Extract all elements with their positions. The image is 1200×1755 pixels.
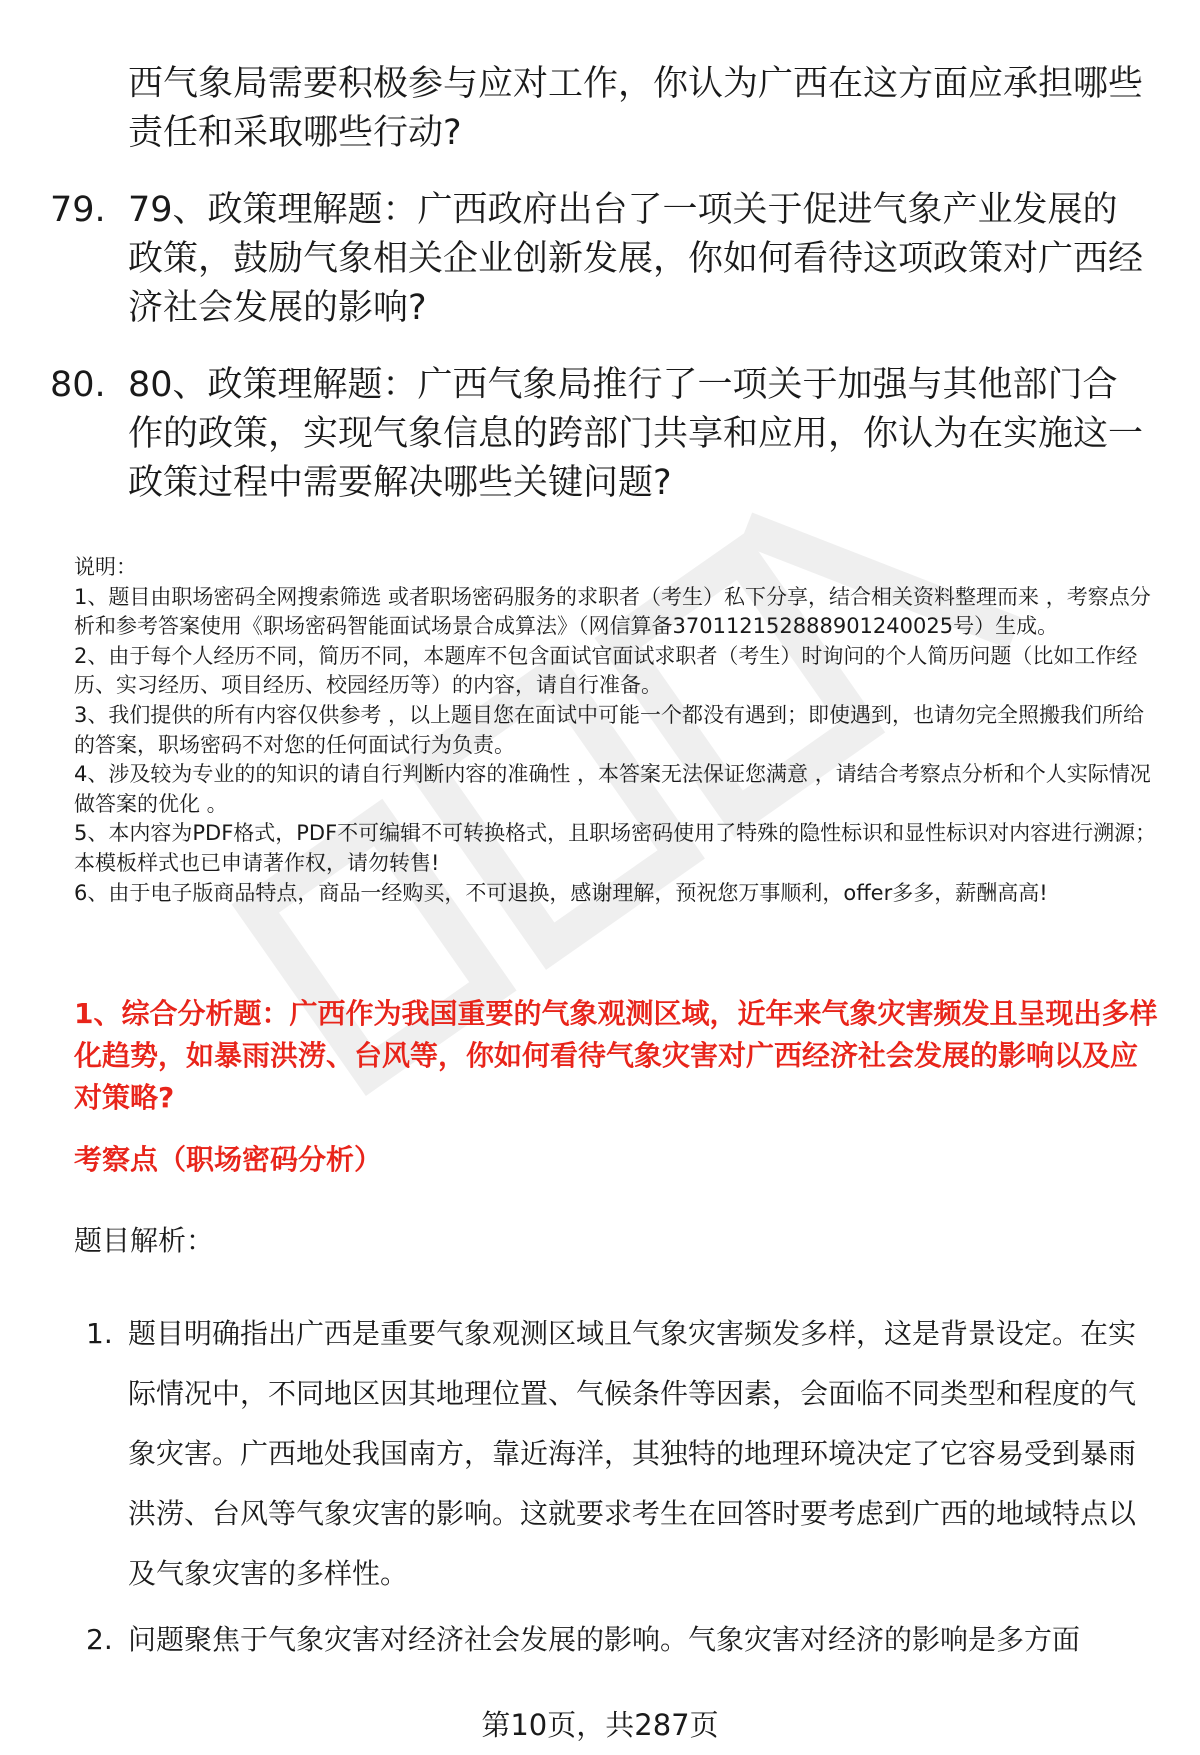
- analysis-number: 2.: [86, 1623, 113, 1656]
- question-text: 西气象局需要积极参与应对工作，你认为广西在这方面应承担哪些责任和采取哪些行动?: [128, 64, 1144, 153]
- analysis-item: [0, 1304, 1200, 1604]
- question-text: 79、政策理解题：广西政府出台了一项关于促进气象产业发展的政策，鼓励气象相关企业创新发展，你如何看待这项政策对广西经济社会发展的影响?: [128, 190, 1144, 328]
- analysis-text: 问题聚焦于气象灾害对经济社会发展的影响。气象灾害对经济的影响是多方面: [128, 1623, 1081, 1656]
- main-question: 1、综合分析题：广西作为我国重要的气象观测区域，近年来气象灾害频发且呈现出多样化趋势，如暴雨洪涝、台风等，你如何看待气象灾害对广西经济社会发展的影响以及应对策略?: [74, 997, 1158, 1114]
- question-number: 80.: [50, 365, 106, 405]
- question-list: [0, 60, 1200, 536]
- question-item: [0, 60, 1200, 158]
- note-item: 5、本内容为PDF格式，PDF不可编辑不可转换格式，且职场密码使用了特殊的隐性标识和显性标识对内容进行溯源；本模板样式也已申请著作权，请勿转售!: [74, 821, 1157, 875]
- analysis-list: [0, 1304, 1200, 1676]
- note-item: 6、由于电子版商品特点，商品一经购买，不可退换，感谢理解，预祝您万事顺利，offer多多，薪酬高高!: [74, 880, 1048, 905]
- note-item: 4、涉及较为专业的的知识的请自行判断内容的准确性 ，本答案无法保证您满意 ，请结合考察点分析和个人实际情况做答案的优化 。: [74, 762, 1151, 816]
- analysis-heading: 题目解析：: [74, 1224, 215, 1257]
- analysis-text: 题目明确指出广西是重要气象观测区域且气象灾害频发多样，这是背景设定。在实际情况中，不同地区因其地理位置、气候条件等因素，会面临不同类型和程度的气象灾害。广西地处我国南方，靠近海洋，其独特的地理环境决定了它容易受到暴雨洪涝、台风等气象灾害的影响。这就要求考生在回答时要考虑到广西的地域特点以及气象灾害的多样性。: [128, 1317, 1137, 1590]
- notes-title: 说明：: [74, 555, 137, 579]
- page-footer: 第10页，共287页: [481, 1708, 719, 1742]
- analysis-number: 1.: [86, 1317, 113, 1350]
- note-item: 2、由于每个人经历不同，简历不同，本题库不包含面试官面试求职者（考生）时询问的个人简历问题（比如工作经历、实习经历、项目经历、校园经历等）的内容，请自行准备。: [74, 643, 1138, 698]
- question-item: [0, 186, 1200, 333]
- question-item: [0, 361, 1200, 508]
- note-item: 1、题目由职场密码全网搜索筛选 或者职场密码服务的求职者（考生）私下分享，结合相关资料整理而来 ，考察点分析和参考答案使用《职场密码智能面试场景合成算法》（网信算备370112152888901240025号）生成。: [74, 584, 1151, 639]
- notes-section: [74, 553, 1164, 908]
- kaocha-heading: 考察点（职场密码分析）: [74, 1143, 383, 1176]
- question-number: 79.: [50, 190, 106, 230]
- note-item: 3、我们提供的所有内容仅供参考 ，以上题目您在面试中可能一个都没有遇到；即使遇到，也请勿完全照搬我们所给的答案，职场密码不对您的任何面试行为负责。: [74, 702, 1145, 757]
- analysis-item: [0, 1610, 1200, 1670]
- question-text: 80、政策理解题：广西气象局推行了一项关于加强与其他部门合作的政策，实现气象信息的跨部门共享和应用，你认为在实施这一政策过程中需要解决哪些关键问题?: [128, 365, 1144, 503]
